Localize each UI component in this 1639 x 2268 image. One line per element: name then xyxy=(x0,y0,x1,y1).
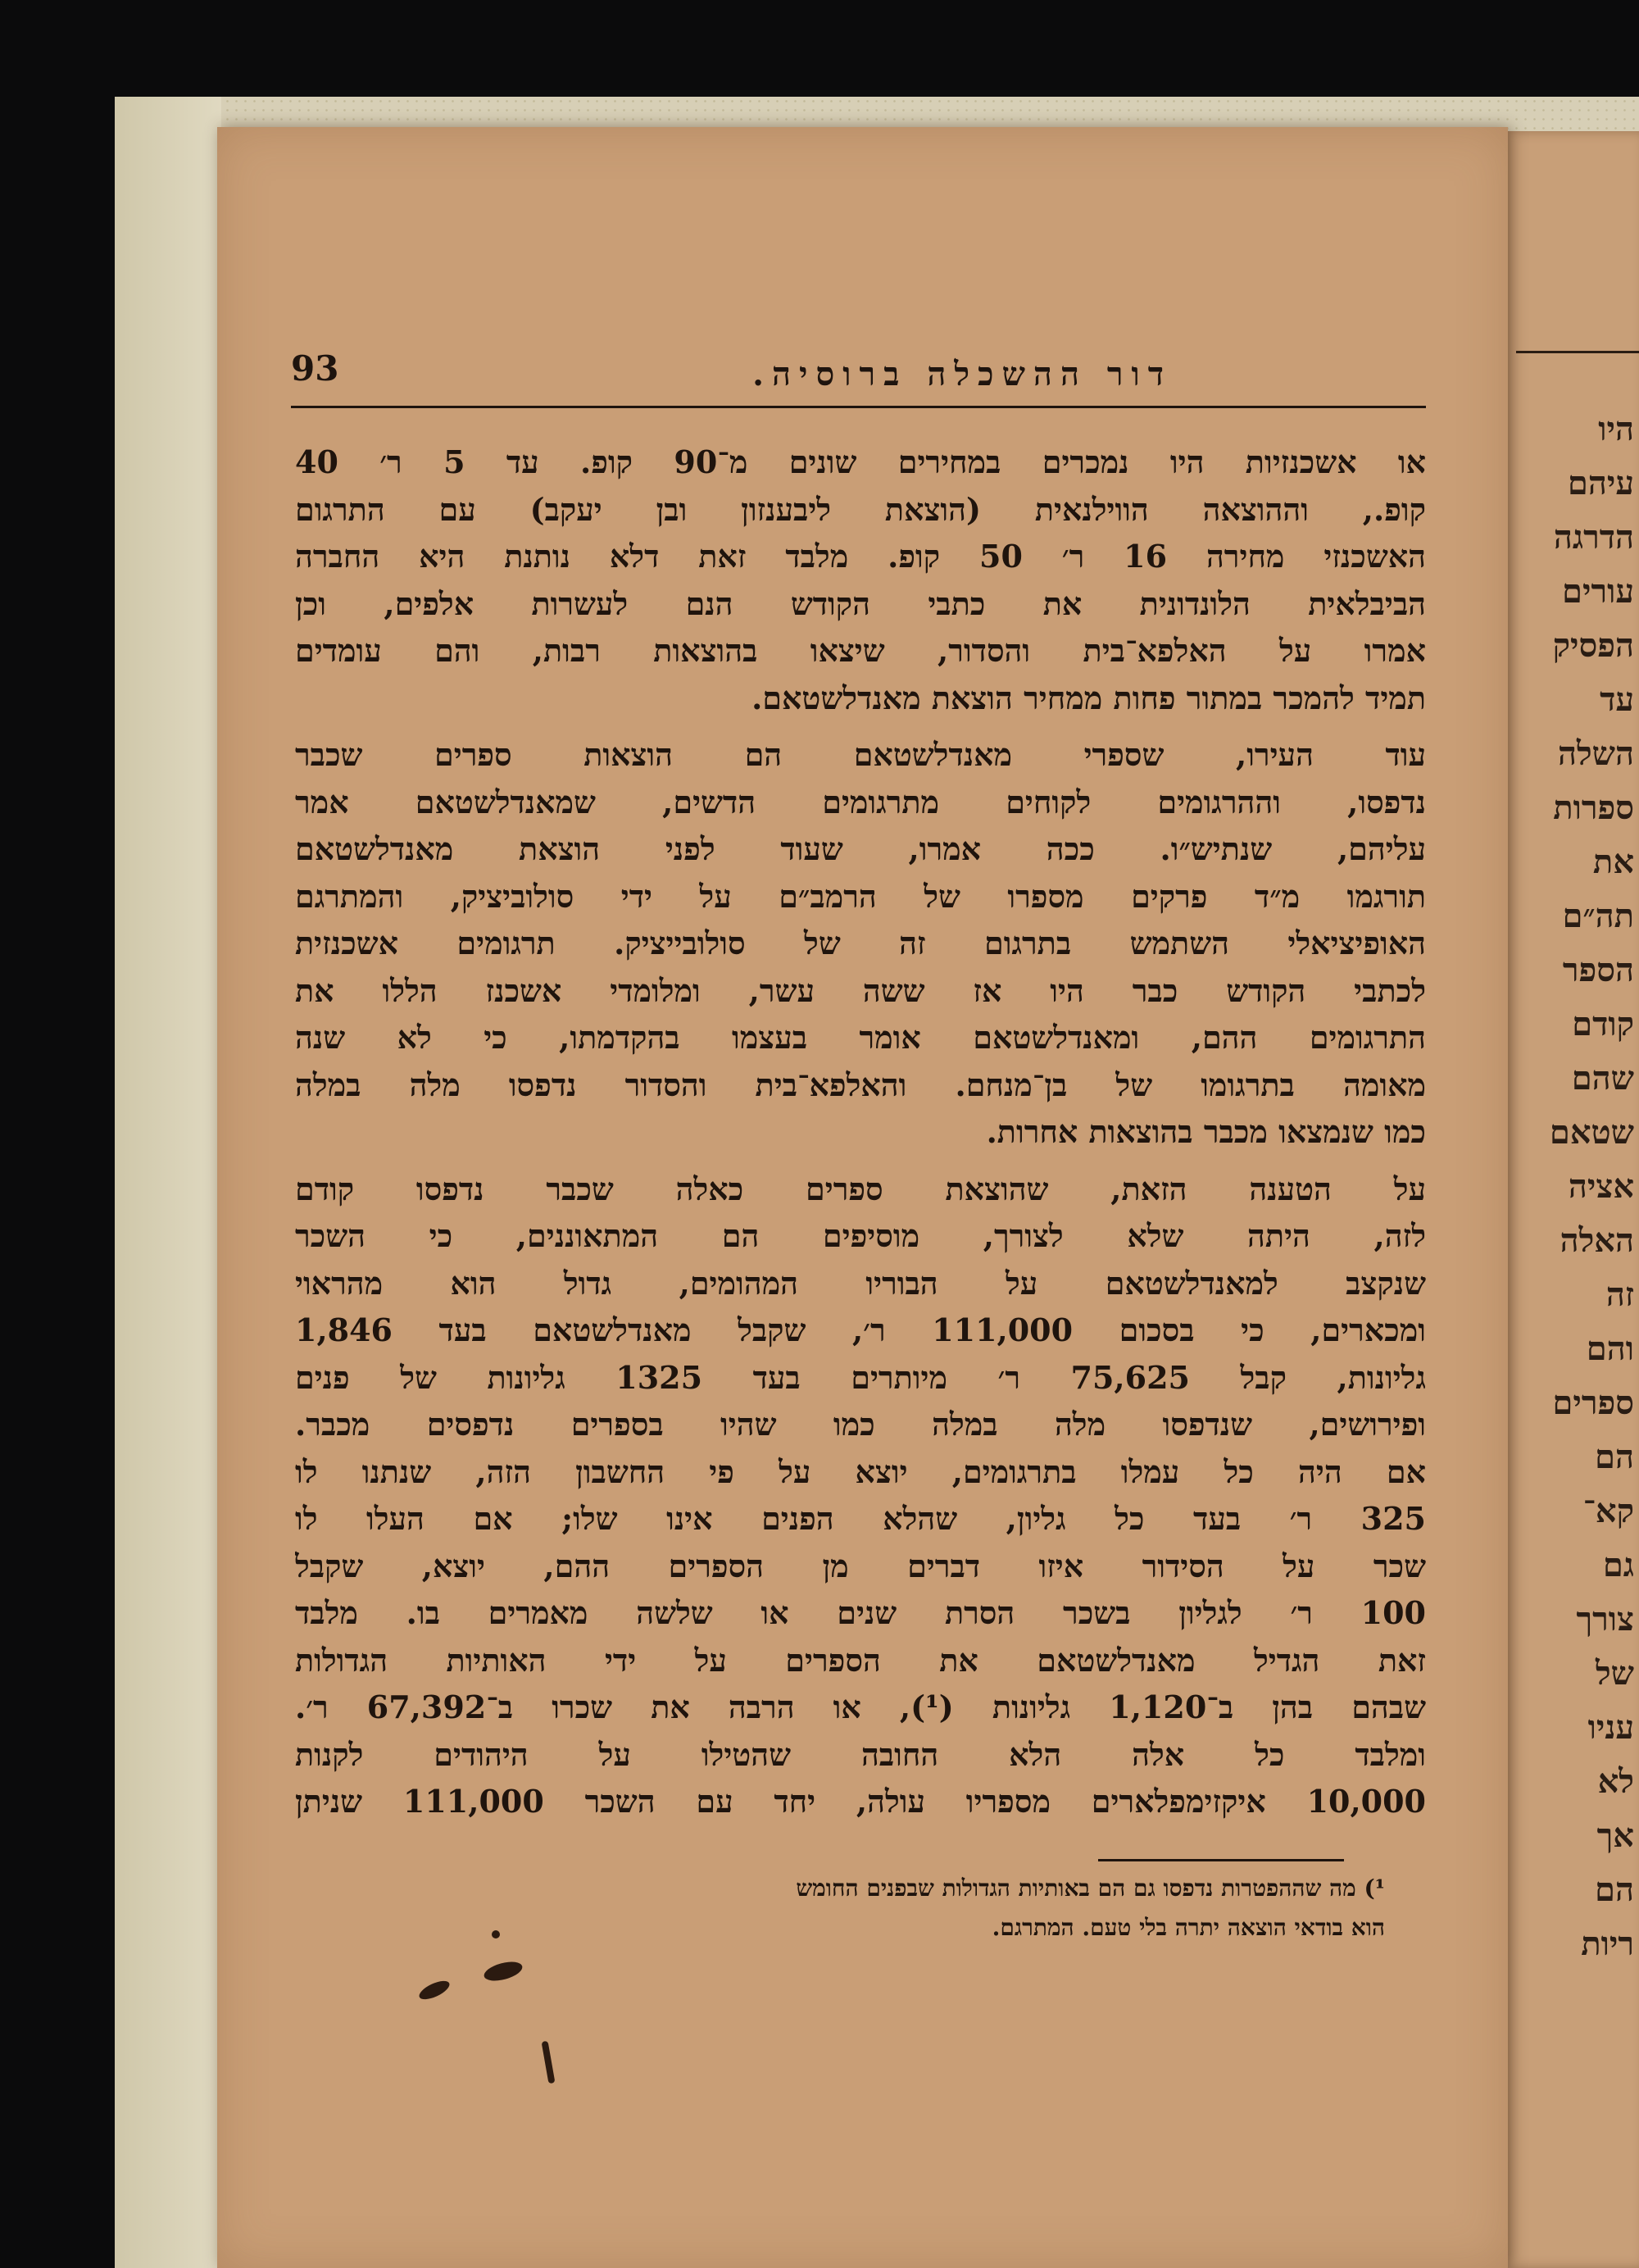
text-line: תמיד להמכר במתור פחות ממחיר הוצאת מאנדלשטאם. xyxy=(751,679,1426,716)
text-line: שנקצב למאנדלשטאם על הבוריו המהומים, גדול הוא מהראוי xyxy=(295,1264,1426,1302)
text-line: התרגומים ההם, ומאנדלשטאם אומר בעצמו בהקדמתו, כי לא שנה xyxy=(295,1019,1426,1056)
paragraph xyxy=(295,1166,1426,1825)
text-line: אם היה כל עמלו בתרגומים, יוצא על פי החשבון הזה, שנתנו לו xyxy=(295,1452,1426,1490)
text-line: 100 ר׳ לגליון בשכר הסרת שנים או שלשה מאמרים בו. מלבד xyxy=(295,1594,1426,1631)
next-page-fragment: גם xyxy=(1602,1546,1634,1584)
next-page-fragment: ריות xyxy=(1581,1925,1634,1963)
next-page-fragment: שטאם xyxy=(1549,1113,1634,1152)
running-title: דור ההשכלה ברוסיה. xyxy=(752,355,1172,393)
footnote-line: הוא בודאי הוצאה יתרה בלי טעם. המתרגם. xyxy=(992,1914,1385,1941)
text-line: האופיציאלי השתמש בתרגום זה של סולובייציק. תרגומים אשכנזית xyxy=(295,925,1426,961)
cover-edge xyxy=(115,97,221,2268)
text-line: האשכנזי מחירה 16 ר׳ 50 קופ. מלבד זאת דלא נותנת היא החברה xyxy=(295,538,1426,575)
text-line: ומלבד כל אלה הלא החובה שהטילו על היהודים לקנות xyxy=(295,1735,1426,1773)
next-page-fragment: הדרגה xyxy=(1553,518,1634,557)
text-line: 325 ר׳ בעד כל גליון, שהלא הפנים אינו שלו; אם העלו לו xyxy=(295,1500,1426,1537)
next-page-fragment: קודם xyxy=(1572,1005,1634,1043)
text-line: קופ., וההוצאה הווילנאית (הוצאת ליבענזון ובן יעקב) עם התרגום xyxy=(295,490,1426,528)
next-page-edge xyxy=(1500,131,1639,2268)
next-page-fragment: השלה xyxy=(1557,734,1634,773)
ink-stain xyxy=(492,1930,500,1938)
text-line: הביבלאית הלונדונית את כתבי הקודש הנם לעשרות אלפים, וכן xyxy=(295,584,1426,622)
next-page-fragment: הם xyxy=(1595,1870,1634,1909)
text-line: או אשכנזיות היו נמכרים במחירים שונים מ־90 קופ. עד 5 ר׳ 40 xyxy=(295,443,1426,480)
footnote-rule xyxy=(1098,1859,1344,1861)
text-line: ומכארים, כי בסכום 111,000 ר׳, שקבל מאנדלשטאם בעד 1,846 xyxy=(295,1311,1426,1348)
next-page-fragment: לא xyxy=(1597,1762,1634,1801)
next-page-fragment: קא־ xyxy=(1582,1492,1634,1530)
text-line: כמו שנמצאו מכבר בהוצאות אחרות. xyxy=(986,1113,1426,1150)
next-page-fragment: אך xyxy=(1596,1816,1634,1855)
next-page-fragment: עורים xyxy=(1562,572,1634,611)
text-line: לכתבי הקודש כבר היו אז ששה עשר, ומלומדי אשכנז הללו את xyxy=(295,971,1426,1009)
next-page-fragment: את xyxy=(1592,843,1634,881)
page-number: 93 xyxy=(291,348,339,389)
paragraph xyxy=(295,731,1426,1156)
text-line: ופירושים, שנדפסו מלה במלה כמו שהיו בספרים נדפסים מכבר. xyxy=(295,1406,1426,1443)
text-line: עליהם, שנתיש״ו. ככה אמרו, שעוד לפני הוצאת מאנדלשטאם xyxy=(295,830,1426,867)
text-line: 10,000 איקזימפלארים מספריו עולה, יחד עם השכר 111,000 שניתן xyxy=(295,1783,1426,1820)
next-page-fragment: האלה xyxy=(1560,1221,1634,1260)
next-page-fragment: הספר xyxy=(1562,951,1634,989)
next-page-fragment: ספרות xyxy=(1553,789,1634,827)
text-line: גליונות, קבל 75,625 ר׳ מיותרים בעד 1325 גליונות של פנים xyxy=(295,1358,1426,1396)
next-page-fragment: והם xyxy=(1586,1329,1634,1368)
next-page-header-rule xyxy=(1516,351,1639,353)
page-header xyxy=(291,348,1426,408)
next-page-fragment: הפסיק xyxy=(1552,626,1634,665)
next-page-fragment: היו xyxy=(1598,410,1634,448)
footnotes xyxy=(492,1869,1385,1948)
text-line: מאומה בתרגומו של בן־מנחם. והאלפא־בית והסדור נדפסו מלה במלה xyxy=(295,1066,1426,1103)
next-page-fragment: עד xyxy=(1600,680,1634,719)
next-page-fragment: שהם xyxy=(1571,1059,1634,1098)
text-line: על הטענה הזאת, שהוצאת ספרים כאלה שכבר נדפסו קודם xyxy=(295,1170,1426,1207)
next-page-fragment: עיהם xyxy=(1567,464,1634,502)
next-page-fragment: זה xyxy=(1605,1275,1634,1314)
text-line: לזה, היתה שלא לצורך, מוסיפים הם המתאוננים, כי השכר xyxy=(295,1217,1426,1254)
text-line: תורגמו מ״ד פרקים מספרו של הרמב״ם על ידי סולוביציק, והמתרגם xyxy=(295,877,1426,915)
next-page-fragment: תה״ם xyxy=(1562,897,1634,935)
next-page-fragment: של xyxy=(1595,1654,1634,1693)
text-line: אמרו על האלפא־בית והסדור, שיצאו בהוצאות רבות, והם עומדים xyxy=(295,632,1426,669)
next-page-fragment: צורך xyxy=(1576,1600,1634,1639)
text-line: נדפסו, וההרגומים לקוחים מתרגומים הדשים, שמאנדלשטאם אמר xyxy=(295,783,1426,820)
next-page-fragment: עניו xyxy=(1587,1708,1634,1747)
body-text xyxy=(295,439,1426,1835)
paragraph xyxy=(295,439,1426,721)
next-page-fragment: ספרים xyxy=(1552,1384,1634,1422)
next-page-fragment: הם xyxy=(1595,1438,1634,1476)
text-line: שבהם בהן ב־1,120 גליונות (¹), או הרבה את שכרו ב־67,392 ר׳. xyxy=(295,1689,1426,1725)
text-line: שכר על הסידור איזו דברים מן הספרים ההם, יוצא, שקבל xyxy=(295,1547,1426,1584)
next-page-fragment: אציה xyxy=(1568,1167,1634,1206)
footnote-line: ¹) מה שההפטרות נדפסו גם הם באותיות הגדולות שבפנים החומש xyxy=(796,1875,1385,1902)
text-line: עוד העירו, שספרי מאנדלשטאם הם הוצאות ספרים שכבר xyxy=(295,736,1426,773)
text-line: זאת הגדיל מאנדלשטאם את הספרים על ידי האותיות הגדולות xyxy=(295,1641,1426,1679)
